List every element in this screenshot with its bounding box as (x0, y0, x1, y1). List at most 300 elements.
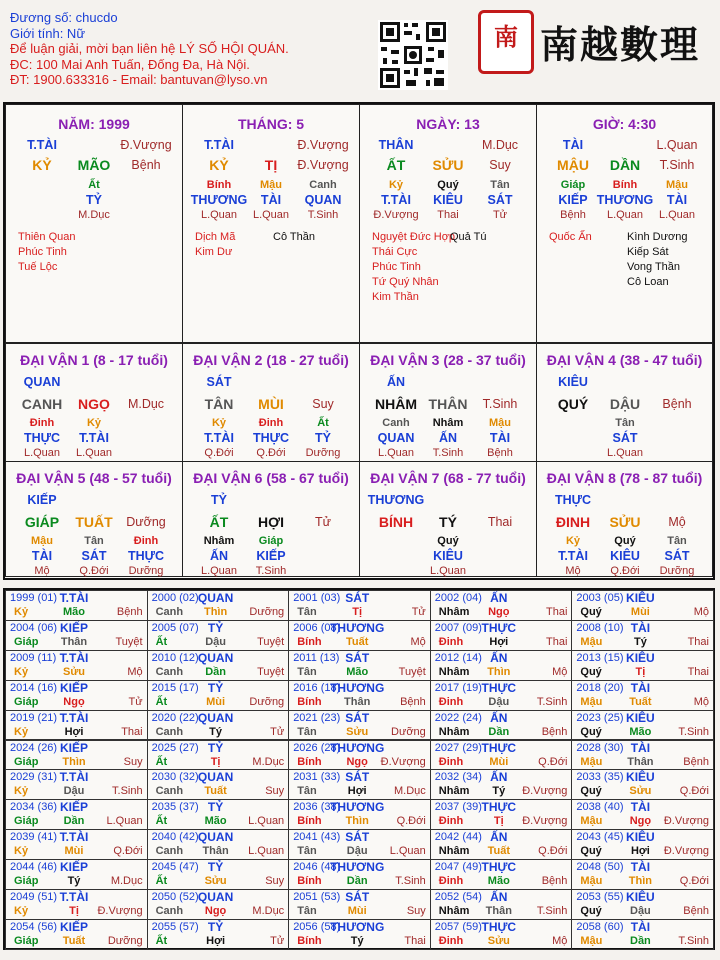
year-cell (288, 919, 431, 950)
year-chi: Mão (346, 665, 369, 678)
year-can: Quý (580, 606, 602, 618)
year-label: 2036 (38) (293, 801, 341, 814)
dai-van-hidden-state: L.Quan (606, 447, 644, 459)
pillar-top-state: M.Dục (481, 138, 519, 152)
year-label: 2018 (20) (576, 681, 624, 694)
year-cell (430, 710, 573, 741)
pillar-top-state: Đ.Vượng (297, 138, 349, 152)
year-chi: Tý (209, 725, 223, 738)
year-state: Bệnh (400, 695, 426, 708)
year-state: Đ.Vượng (663, 845, 709, 858)
year-chi: Thân (60, 635, 88, 648)
year-god: QUAN (197, 710, 234, 725)
year-state: Dưỡng (249, 606, 285, 618)
year-cell (147, 859, 290, 890)
pillar-chi: DẦN (609, 157, 641, 173)
year-can: Ất (155, 695, 168, 708)
year-can: Kỷ (14, 785, 29, 798)
year-can: Kỷ (14, 845, 29, 858)
year-state: Thai (121, 725, 143, 738)
hidden-state: Tử (492, 209, 508, 221)
year-can: Nhâm (438, 665, 470, 678)
year-can: Giáp (14, 635, 39, 648)
year-state: Thai (545, 635, 568, 648)
year-god: KIÊU (626, 591, 655, 605)
year-state: Bệnh (683, 755, 709, 768)
year-chi: Thìn (203, 606, 228, 618)
year-label: 2007 (09) (434, 621, 482, 634)
year-label: 2010 (12) (151, 651, 199, 664)
year-label: 2015 (17) (151, 681, 199, 694)
year-can: Mậu (580, 695, 603, 708)
year-label: 2025 (27) (151, 741, 199, 754)
dai-van-cell (536, 343, 713, 462)
dai-van-hidden-can: Đinh (133, 535, 159, 547)
year-cell (147, 889, 290, 920)
year-label: 2016 (18) (293, 681, 341, 694)
dai-van-hidden-can: Ất (317, 417, 329, 429)
pillar-cell (182, 104, 360, 343)
year-cell (5, 919, 148, 950)
pillar-chi: TỊ (264, 157, 278, 173)
year-cell (147, 710, 290, 741)
star-left: Kim Thần (372, 291, 419, 303)
year-chi: Thân (344, 695, 371, 708)
year-state: Mộ (693, 695, 709, 708)
star-right: Vong Thần (627, 261, 681, 273)
year-state: Mộ (127, 665, 143, 678)
year-state: Suy (406, 905, 426, 917)
year-chi: Mùi (630, 606, 650, 618)
year-label: 2004 (06) (10, 621, 58, 634)
year-state: Thai (687, 665, 709, 678)
year-cell (5, 590, 148, 621)
year-god: ẤN (490, 770, 508, 785)
dai-van-hidden-god: TÀI (31, 549, 53, 563)
year-cell (147, 919, 290, 950)
year-cell (5, 829, 148, 860)
dai-van-hidden-can: Kỷ (86, 417, 102, 429)
dai-van-cell (359, 461, 537, 577)
dai-van-title: ĐẠI VẬN 5 (48 - 57 tuổi) (16, 470, 172, 486)
dai-van-state: Tử (314, 515, 332, 529)
dai-van-hidden-god: KIẾP (256, 549, 286, 563)
star-right: Quả Tú (450, 231, 487, 243)
hidden-god: TỶ (86, 193, 102, 207)
year-cell (5, 889, 148, 920)
year-label: 2002 (04) (434, 592, 482, 604)
year-chi: Sửu (62, 665, 86, 678)
dai-van-hidden-state: Mộ (34, 565, 50, 577)
year-state: Mộ (552, 665, 568, 678)
qr-code-icon (378, 20, 448, 90)
year-grid (3, 588, 715, 950)
dai-van-hidden-state: Dưỡng (305, 447, 341, 459)
dai-van-chi: DẬU (609, 396, 641, 412)
star-left: Nguyệt Đức Hợp (372, 231, 456, 243)
year-label: 2031 (33) (293, 771, 341, 784)
dai-van-hidden-can: Tân (615, 417, 635, 429)
year-god: KIẾP (59, 620, 89, 635)
pillar-cell (5, 104, 183, 343)
year-god: THỰC (481, 860, 517, 875)
year-can: Quý (580, 785, 602, 798)
pillar-top-state: Đ.Vượng (120, 138, 172, 152)
year-state: Bệnh (683, 905, 709, 917)
year-label: 2037 (39) (434, 801, 482, 814)
year-label: 2030 (32) (151, 771, 199, 784)
year-can: Quý (580, 905, 602, 917)
hidden-state: L.Quan (200, 209, 238, 221)
hidden-god: TÀI (666, 193, 688, 207)
dai-van-title: ĐẠI VẬN 6 (58 - 67 tuổi) (193, 470, 349, 486)
dai-van-cell (536, 461, 713, 577)
year-state: L.Quan (248, 815, 285, 828)
dai-van-chi: HỢI (258, 514, 284, 530)
year-label: 2043 (45) (576, 831, 624, 844)
dai-van-state: Bệnh (662, 397, 692, 411)
year-god: KIÊU (626, 650, 655, 665)
year-state: Tử (270, 725, 285, 738)
year-label: 2052 (54) (434, 891, 482, 903)
year-chi: Dần (488, 725, 510, 738)
year-state: T.Sinh (536, 905, 568, 917)
year-cell (571, 769, 714, 800)
year-god: TỶ (207, 620, 224, 635)
year-chi: Ngọ (488, 606, 510, 618)
hidden-can: Kỷ (388, 179, 404, 191)
year-can: Mậu (580, 934, 603, 947)
year-cell (288, 680, 431, 711)
year-state: Dưỡng (249, 695, 285, 708)
year-label: 2013 (15) (576, 651, 624, 664)
dai-van-hidden-god: SÁT (81, 549, 107, 563)
dai-van-can: GIÁP (24, 514, 60, 530)
year-chi: Thìn (487, 665, 511, 678)
year-label: 2028 (30) (576, 741, 624, 754)
year-cell (288, 769, 431, 800)
year-state: Mộ (410, 635, 426, 648)
year-label: 2029 (31) (10, 771, 58, 784)
year-cell (571, 859, 714, 890)
dai-van-hidden-state: Dưỡng (128, 565, 164, 577)
hidden-can: Bính (206, 179, 232, 191)
year-can: Ất (155, 755, 168, 768)
year-state: Suy (265, 875, 285, 888)
dai-van-hidden-state: Q.Đới (204, 447, 234, 459)
year-label: 2046 (48) (293, 861, 341, 874)
dai-van-hidden-can: Quý (614, 535, 636, 547)
year-can: Bính (297, 755, 322, 768)
hidden-god: TÀI (260, 193, 282, 207)
year-god: TỶ (207, 860, 224, 875)
star-left: Dịch Mã (195, 231, 236, 243)
year-state: T.Sinh (678, 725, 709, 738)
year-god: KIẾP (59, 800, 89, 815)
year-god: KIẾP (59, 680, 89, 695)
year-can: Đinh (438, 815, 464, 828)
year-label: 2057 (59) (434, 920, 482, 933)
year-chi: Dậu (630, 905, 651, 917)
year-cell (571, 889, 714, 920)
dai-van-can: ĐINH (555, 514, 591, 530)
year-can: Mậu (580, 875, 603, 888)
dai-van-state: T.Sinh (482, 397, 518, 411)
dai-van-state: Thai (487, 515, 513, 529)
year-god: THỰC (481, 919, 517, 934)
year-can: Giáp (14, 695, 39, 708)
year-state: Tuyệt (257, 665, 285, 678)
header-line-address: ĐC: 100 Mai Anh Tuấn, Đống Đa, Hà Nội. (10, 56, 250, 72)
year-chi: Tuất (204, 785, 227, 798)
year-label: 2055 (57) (151, 920, 199, 933)
dai-van-hidden-state: L.Quan (23, 447, 61, 459)
dai-van-hidden-can: Canh (382, 417, 410, 429)
year-can: Mậu (580, 635, 603, 648)
year-cell (430, 680, 573, 711)
dai-van-hidden-state: L.Quan (75, 447, 113, 459)
hidden-can: Giáp (560, 179, 586, 191)
year-god: QUAN (197, 650, 234, 665)
year-cell (430, 620, 573, 651)
dai-van-hidden-god: SÁT (664, 549, 690, 563)
year-chi: Ngọ (346, 755, 368, 768)
star-left: Kim Dư (195, 246, 233, 258)
dai-van-god: ẤN (386, 375, 406, 389)
year-chi: Mão (629, 725, 652, 738)
year-cell (288, 650, 431, 681)
dai-van-hidden-state: Q.Đới (256, 447, 286, 459)
pillar-title: THÁNG: 5 (237, 116, 305, 132)
year-cell (430, 799, 573, 830)
year-chi: Tị (352, 606, 363, 618)
dai-van-hidden-can: Đinh (29, 417, 55, 429)
hidden-god: QUAN (304, 193, 342, 207)
year-state: T.Sinh (536, 695, 568, 708)
dai-van-chi: SỬU (609, 514, 641, 530)
year-god: THƯƠNG (330, 740, 385, 755)
year-god: TÀI (630, 620, 651, 635)
year-label: 2020 (22) (151, 711, 199, 724)
year-god: QUAN (197, 770, 234, 785)
hidden-can: Bính (612, 179, 638, 191)
hidden-god: KIẾP (558, 193, 588, 207)
dai-van-hidden-state: T.Sinh (255, 565, 287, 577)
year-god: THƯƠNG (330, 680, 385, 695)
year-god: T.TÀI (59, 591, 89, 605)
pillar-chi-state: Đ.Vượng (297, 158, 349, 172)
star-right: Cô Thần (273, 231, 315, 243)
year-cell (288, 710, 431, 741)
year-cell (147, 829, 290, 860)
year-state: Q.Đới (396, 815, 426, 828)
year-cell (147, 620, 290, 651)
year-state: Q.Đới (538, 845, 568, 858)
year-cell (288, 859, 431, 890)
pillar-top-god: TÀI (562, 138, 584, 152)
dai-van-hidden-can: Kỷ (565, 535, 581, 547)
year-can: Quý (580, 665, 602, 678)
year-can: Giáp (14, 934, 39, 947)
year-god: KIÊU (626, 890, 655, 904)
dai-van-chi: TÝ (439, 514, 457, 530)
year-chi: Mão (63, 606, 85, 618)
year-cell (147, 590, 290, 621)
dai-van-hidden-god: THỰC (23, 431, 61, 445)
year-god: SÁT (345, 770, 370, 785)
year-can: Đinh (438, 875, 464, 888)
year-can: Đinh (438, 755, 464, 768)
year-state: M.Dục (252, 905, 285, 917)
year-chi: Tuất (487, 845, 510, 858)
year-label: 2014 (16) (10, 681, 58, 694)
dai-van-god: QUAN (23, 375, 61, 389)
year-state: L.Quan (248, 845, 285, 858)
year-can: Nhâm (438, 725, 470, 738)
year-chi: Thân (485, 905, 512, 917)
dai-van-god: KIÊU (558, 375, 588, 389)
pillar-chi: MÃO (77, 157, 111, 173)
dai-van-hidden-god: T.TÀI (79, 431, 109, 445)
hidden-god: T.TÀI (381, 193, 411, 207)
year-chi: Dần (346, 875, 368, 888)
year-state: Tuyệt (398, 665, 426, 678)
year-chi: Sửu (629, 785, 652, 798)
seal-stamp-text: 南 (494, 22, 518, 51)
year-chi: Sửu (204, 875, 227, 888)
star-left: Tứ Quý Nhân (372, 276, 439, 288)
year-state: M.Dục (394, 785, 426, 798)
year-label: 2053 (55) (576, 891, 624, 903)
year-cell (147, 680, 290, 711)
year-label: 2035 (37) (151, 801, 199, 814)
year-can: Canh (155, 725, 184, 738)
year-label: 2051 (53) (293, 891, 341, 903)
year-label: 2024 (26) (10, 741, 58, 754)
year-god: KIÊU (626, 830, 655, 845)
year-cell (288, 620, 431, 651)
year-god: TỶ (207, 680, 224, 695)
year-label: 2058 (60) (576, 920, 624, 933)
dai-van-hidden-god: KIÊU (610, 549, 640, 563)
pillar-title: NĂM: 1999 (58, 116, 130, 132)
year-can: Đinh (438, 934, 464, 947)
year-chi: Dậu (205, 635, 226, 648)
dai-van-title: ĐẠI VẬN 3 (28 - 37 tuổi) (370, 352, 526, 368)
star-right: Kiếp Sát (627, 246, 669, 258)
year-chi: Hợi (64, 725, 84, 738)
year-label: 2034 (36) (10, 801, 58, 814)
hidden-state: Bệnh (560, 209, 586, 221)
hidden-state: Thai (437, 209, 459, 221)
year-label: 2045 (47) (151, 861, 199, 874)
year-god: KIÊU (626, 770, 655, 785)
year-state: Q.Đới (679, 785, 709, 798)
year-state: Đ.Vượng (522, 785, 568, 798)
year-can: Tân (297, 845, 317, 858)
dai-van-chi: TUẤT (75, 514, 113, 530)
year-state: L.Quan (106, 815, 143, 828)
dai-van-cell (182, 461, 360, 577)
hidden-state: L.Quan (606, 209, 644, 221)
year-chi: Thìn (62, 755, 86, 768)
year-can: Canh (155, 905, 184, 917)
year-chi: Tị (69, 905, 79, 917)
year-cell (571, 799, 714, 830)
year-label: 2047 (49) (434, 861, 482, 874)
chart-main (3, 102, 715, 580)
dai-van-hidden-god: KIÊU (433, 549, 463, 563)
dai-van-god: KIẾP (27, 493, 57, 507)
year-can: Canh (155, 665, 184, 678)
year-state: Thai (545, 606, 568, 618)
year-cell (288, 829, 431, 860)
year-can: Đinh (438, 635, 464, 648)
year-cell (430, 889, 573, 920)
star-right: Kình Dương (627, 231, 688, 243)
header-line-name: Đương số: chucdo (10, 10, 118, 25)
hidden-god: THƯƠNG (596, 193, 654, 207)
year-state: Thai (404, 934, 426, 947)
year-cell (5, 710, 148, 741)
year-can: Canh (155, 606, 184, 618)
year-chi: Ngọ (204, 905, 227, 917)
year-god: T.TÀI (59, 710, 89, 725)
year-god: SÁT (345, 650, 370, 665)
year-can: Mậu (580, 755, 603, 768)
year-god: THỰC (481, 740, 517, 755)
year-cell (288, 799, 431, 830)
year-god: ẤN (490, 830, 508, 845)
dai-van-hidden-god: T.TÀI (558, 549, 588, 563)
year-can: Kỷ (14, 725, 29, 738)
year-chi: Mùi (64, 845, 84, 858)
year-chi: Ngọ (63, 695, 85, 708)
year-god: THƯƠNG (330, 919, 385, 934)
dai-van-hidden-can: Tân (667, 535, 687, 547)
year-chi: Thìn (628, 875, 652, 888)
dai-van-hidden-state: Dưỡng (659, 565, 695, 577)
year-label: 2009 (11) (10, 651, 57, 664)
year-god: THƯƠNG (330, 620, 385, 635)
year-god: TỶ (207, 740, 224, 755)
year-chi: Dậu (488, 695, 510, 708)
year-can: Tân (297, 905, 317, 917)
dai-van-hidden-state: Mộ (565, 565, 581, 577)
year-state: Đ.Vượng (522, 815, 568, 828)
year-god: KIÊU (626, 710, 655, 725)
year-god: TÀI (630, 860, 651, 875)
dai-van-hidden-can: Đinh (258, 417, 284, 429)
year-cell (5, 799, 148, 830)
year-god: KIẾP (59, 919, 89, 934)
year-cell (5, 740, 148, 771)
dai-van-hidden-can: Nhâm (203, 535, 235, 547)
year-can: Tân (297, 665, 317, 678)
year-can: Canh (155, 845, 184, 858)
hidden-god: KIÊU (433, 193, 463, 207)
year-can: Mậu (580, 815, 603, 828)
year-label: 2019 (21) (10, 711, 58, 724)
year-god: SÁT (345, 830, 370, 845)
header-line-phone: ĐT: 1900.633316 - Email: bantuvan@lyso.vn (10, 72, 268, 87)
year-god: THỰC (481, 800, 517, 815)
year-chi: Thân (627, 755, 654, 768)
year-label: 2005 (07) (151, 621, 199, 634)
dai-van-hidden-god: TỶ (315, 431, 331, 445)
year-can: Đinh (438, 695, 464, 708)
pillar-chi-state: Suy (489, 158, 511, 172)
